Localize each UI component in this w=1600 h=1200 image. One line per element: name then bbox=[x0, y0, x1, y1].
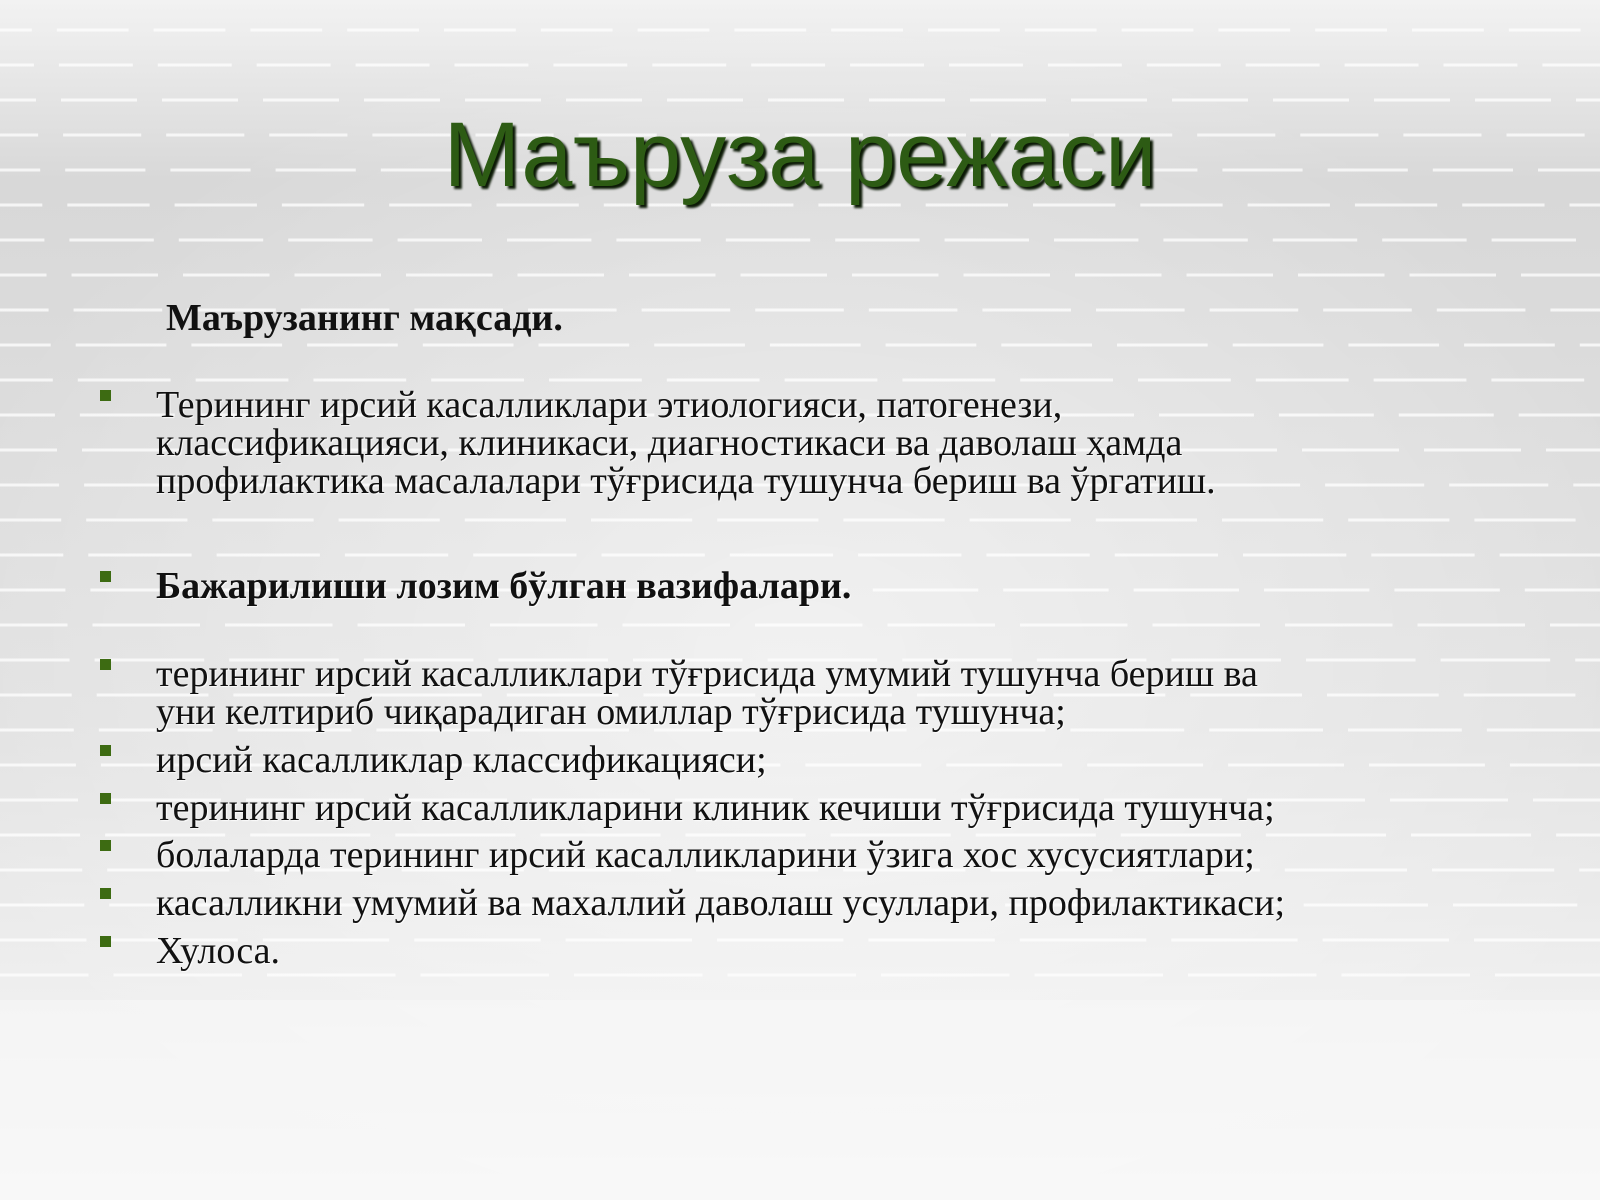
list-item bbox=[156, 655, 1556, 731]
bullet-marker bbox=[100, 793, 111, 804]
list-item-line: касалликни умумий ва махаллий даволаш усуллари, профилактикаси; bbox=[156, 882, 1286, 924]
list-item-line: уни келтириб чиқарадиган омиллар тўғрисида тушунча; bbox=[156, 691, 1066, 733]
slide-title: Маъруза режаси bbox=[443, 104, 1157, 206]
list-item-line: ирсий касалликлар классификацияси; bbox=[156, 739, 767, 781]
list-item-line: профилактика масалалари тўғрисида тушунча бериш ва ўргатиш. bbox=[156, 460, 1216, 502]
list-item-line: терининг ирсий касалликларини клиник кечиши тўғрисида тушунча; bbox=[156, 787, 1275, 829]
list-item-line: терининг ирсий касалликлари тўғрисида умумий тушунча бериш ва bbox=[156, 653, 1258, 695]
list-item bbox=[156, 789, 1556, 827]
list-item-line: болаларда терининг ирсий касалликларини ўзига хос хусусиятлари; bbox=[156, 834, 1255, 876]
list-item bbox=[156, 836, 1556, 874]
list-item-line: Бажарилиши лозим бўлган вазифалари. bbox=[156, 565, 852, 607]
bullet-marker bbox=[100, 840, 111, 851]
bullet-marker bbox=[100, 936, 111, 947]
list-item-line: Хулоса. bbox=[156, 930, 281, 972]
list-item bbox=[156, 884, 1556, 922]
bullet-marker bbox=[100, 659, 111, 670]
list-item bbox=[156, 741, 1556, 779]
slide-subtitle: Маърузанинг мақсади. bbox=[166, 297, 563, 339]
list-item bbox=[156, 386, 1556, 500]
list-item bbox=[156, 932, 1556, 970]
bullet-marker bbox=[100, 745, 111, 756]
bullet-marker bbox=[100, 888, 111, 899]
bullet-marker bbox=[100, 390, 111, 401]
list-item-line: классификацияси, клиникаси, диагностикаси ва даволаш ҳамда bbox=[156, 422, 1183, 464]
list-item-line: Терининг ирсий касалликлари этиологияси, патогенези, bbox=[156, 384, 1063, 426]
list-item bbox=[156, 567, 1556, 605]
bullet-marker bbox=[100, 571, 111, 582]
